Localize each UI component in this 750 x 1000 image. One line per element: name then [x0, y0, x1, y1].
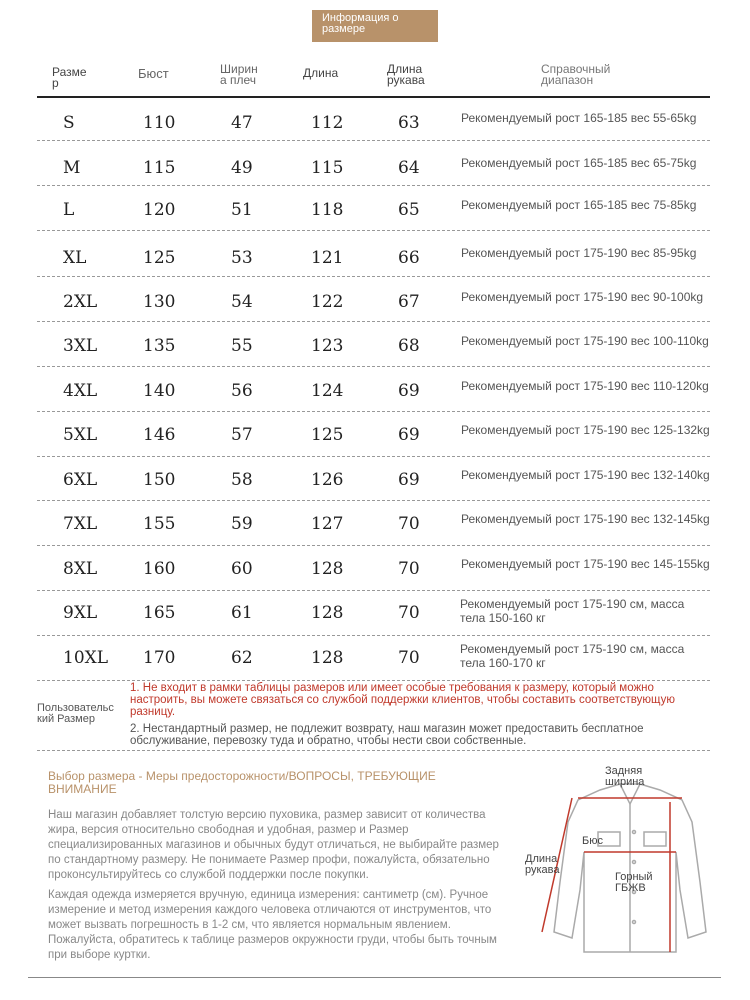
cell-bust: 155 — [143, 514, 176, 534]
cell-bust: 170 — [143, 648, 176, 668]
bust-label: Бюс — [582, 835, 603, 847]
cell-length: 127 — [311, 514, 344, 534]
cell-size: 9XL — [63, 603, 98, 623]
divider — [37, 680, 710, 681]
cell-sleeve: 70 — [398, 603, 420, 623]
cell-reference: Рекомендуемый рост 175-190 вес 85-95kg — [461, 246, 697, 260]
cell-sleeve: 64 — [398, 158, 420, 178]
cell-length: 128 — [311, 603, 344, 623]
cell-reference: Рекомендуемый рост 175-190 см, масса тела 160-170 кг — [460, 642, 685, 670]
row-divider — [37, 590, 710, 591]
cell-length: 126 — [311, 470, 344, 490]
cell-shoulder: 55 — [231, 336, 253, 356]
cell-sleeve: 67 — [398, 292, 420, 312]
header-bust: Бюст — [138, 66, 169, 81]
cell-shoulder: 61 — [231, 603, 253, 623]
header-reference: Справочный диапазон — [541, 62, 611, 87]
row-divider — [37, 456, 710, 457]
cell-size: XL — [63, 248, 87, 268]
cell-size: S — [63, 113, 75, 133]
cell-reference: Рекомендуемый рост 175-190 вес 90-100kg — [461, 290, 704, 304]
header-shoulder: Ширин а плеч — [220, 62, 258, 87]
cell-sleeve: 66 — [398, 248, 420, 268]
cell-size: 7XL — [63, 514, 98, 534]
table-header — [0, 58, 750, 98]
cell-shoulder: 62 — [231, 648, 253, 668]
cell-bust: 140 — [143, 381, 176, 401]
cell-sleeve: 68 — [398, 336, 420, 356]
cell-bust: 115 — [143, 158, 176, 178]
cell-size: 10XL — [63, 648, 109, 668]
custom-note-1: 1. Не входит в рамки таблицы размеров или имеет особые требования к размеру, который можно настроить, вы можете связаться со службой поддержки клиентов, чтобы составить соответствующую разницу. — [130, 682, 675, 718]
cell-reference: Рекомендуемый рост 175-190 вес 110-120kg — [461, 379, 709, 393]
cell-shoulder: 54 — [231, 292, 253, 312]
header-size: Разме р — [52, 65, 87, 90]
custom-size-label: Пользовательс кий Размер — [37, 702, 114, 725]
sleeve-length-label: Длина рукава — [525, 853, 560, 876]
row-divider — [37, 276, 710, 277]
notes-paragraph-2: Каждая одежда измеряется вручную, единица измерения: сантиметр (см). Ручное измерение и метод измерения каждого человека отличаются от инструментов, что может вызвать погрешность в 1-2 см, что является нормальным явлением. Пожалуйста, обратитесь к таблице размеров окружности груди, чтобы быть точным при выборе куртки. — [48, 889, 497, 961]
cell-bust: 110 — [143, 113, 176, 133]
cell-size: 2XL — [63, 292, 98, 312]
cell-sleeve: 70 — [398, 514, 420, 534]
cell-bust: 120 — [143, 200, 176, 220]
size-info-badge: Информация о размере — [312, 10, 438, 42]
cell-sleeve: 69 — [398, 381, 420, 401]
row-divider — [37, 635, 710, 636]
custom-note-2: 2. Нестандартный размер, не подлежит возврату, наш магазин может предоставить бесплатное обслуживание, перевозку туда и обратно, чтобы нести свои собственные. — [130, 723, 644, 747]
header-divider — [37, 96, 710, 98]
length-label: Горный ГБЖВ — [615, 871, 653, 894]
cell-sleeve: 65 — [398, 200, 420, 220]
cell-shoulder: 51 — [231, 200, 253, 220]
cell-bust: 146 — [143, 425, 176, 445]
cell-size: L — [63, 200, 75, 220]
cell-sleeve: 70 — [398, 559, 420, 579]
row-divider — [37, 366, 710, 367]
cell-size: 5XL — [63, 425, 98, 445]
cell-bust: 150 — [143, 470, 176, 490]
cell-reference: Рекомендуемый рост 175-190 вес 125-132kg — [461, 423, 710, 437]
row-divider — [37, 185, 710, 186]
cell-bust: 165 — [143, 603, 176, 623]
back-width-label: Задняя ширина — [605, 765, 645, 788]
header-length: Длина — [303, 66, 339, 80]
cell-shoulder: 49 — [231, 158, 253, 178]
cell-reference: Рекомендуемый рост 175-190 вес 132-145kg — [461, 512, 710, 526]
cell-length: 115 — [311, 158, 344, 178]
row-divider — [37, 411, 710, 412]
cell-length: 123 — [311, 336, 344, 356]
cell-reference: Рекомендуемый рост 175-190 вес 145-155kg — [461, 557, 710, 571]
cell-bust: 160 — [143, 559, 176, 579]
cell-reference: Рекомендуемый рост 175-190 вес 100-110kg — [461, 334, 709, 348]
cell-sleeve: 69 — [398, 470, 420, 490]
cell-bust: 130 — [143, 292, 176, 312]
cell-sleeve: 70 — [398, 648, 420, 668]
row-divider — [37, 500, 710, 501]
cell-length: 112 — [311, 113, 344, 133]
cell-size: 8XL — [63, 559, 98, 579]
cell-reference: Рекомендуемый рост 165-185 вес 55-65kg — [461, 111, 697, 125]
cell-shoulder: 47 — [231, 113, 253, 133]
cell-reference: Рекомендуемый рост 175-190 вес 132-140kg — [461, 468, 710, 482]
cell-length: 124 — [311, 381, 344, 401]
cell-shoulder: 53 — [231, 248, 253, 268]
cell-shoulder: 60 — [231, 559, 253, 579]
cell-sleeve: 69 — [398, 425, 420, 445]
cell-length: 121 — [311, 248, 344, 268]
notes-title: Выбор размера - Меры предосторожности/ВОПРОСЫ, ТРЕБУЮЩИЕ ВНИМАНИЕ — [48, 769, 436, 796]
row-divider — [37, 545, 710, 546]
header-sleeve: Длина рукава — [387, 62, 425, 87]
cell-shoulder: 58 — [231, 470, 253, 490]
divider — [37, 750, 710, 751]
cell-length: 128 — [311, 648, 344, 668]
row-divider — [37, 321, 710, 322]
cell-size: 6XL — [63, 470, 98, 490]
cell-shoulder: 57 — [231, 425, 253, 445]
cell-shoulder: 59 — [231, 514, 253, 534]
row-divider — [37, 230, 710, 231]
cell-length: 122 — [311, 292, 344, 312]
cell-reference: Рекомендуемый рост 165-185 вес 75-85kg — [461, 198, 697, 212]
footer-divider — [28, 977, 721, 978]
cell-shoulder: 56 — [231, 381, 253, 401]
cell-reference: Рекомендуемый рост 175-190 см, масса тела 150-160 кг — [460, 597, 685, 625]
jacket-measurement-diagram — [520, 762, 740, 972]
cell-sleeve: 63 — [398, 113, 420, 133]
cell-size: 3XL — [63, 336, 98, 356]
cell-length: 128 — [311, 559, 344, 579]
notes-paragraph-1: Наш магазин добавляет толстую версию пуховика, размер зависит от количества жира, версия относительно свободная и удобная, размер и Размер специализированных магазинов и обычных будут отличаться, не выбирайте размер по стандартному размеру. Не понимаете Размер профи, пожалуйста, обязательно проконсультируйтесь со службой поддержки после покупки. — [48, 809, 499, 881]
cell-length: 118 — [311, 200, 344, 220]
cell-bust: 125 — [143, 248, 176, 268]
cell-length: 125 — [311, 425, 344, 445]
cell-reference: Рекомендуемый рост 165-185 вес 65-75kg — [461, 156, 697, 170]
cell-bust: 135 — [143, 336, 176, 356]
cell-size: 4XL — [63, 381, 98, 401]
row-divider — [37, 140, 710, 141]
cell-size: M — [63, 158, 81, 178]
